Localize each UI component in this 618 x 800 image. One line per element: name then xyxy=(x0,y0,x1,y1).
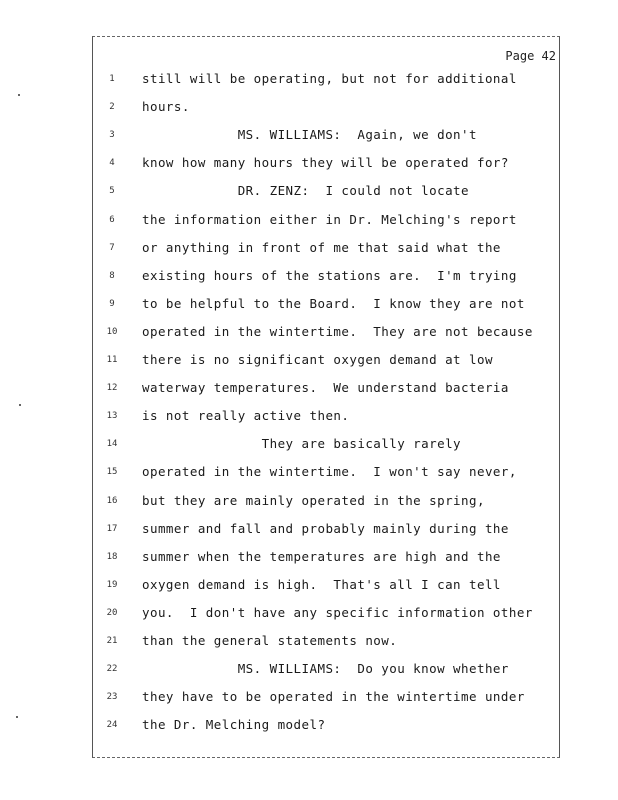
transcript-line: waterway temperatures. We understand bacteria xyxy=(142,380,509,395)
line-number: 21 xyxy=(106,636,118,646)
line-number: 18 xyxy=(106,552,118,562)
line-number: 3 xyxy=(109,130,115,140)
transcript-line: They are basically rarely xyxy=(142,436,462,451)
line-number: 9 xyxy=(109,299,115,309)
transcript-line: existing hours of the stations are. I'm trying xyxy=(142,268,517,283)
transcript-line: to be helpful to the Board. I know they are not xyxy=(142,296,525,311)
transcript-line: the information either in Dr. Melching's report xyxy=(142,212,517,227)
line-number: 19 xyxy=(106,580,118,590)
transcript-line: they have to be operated in the wintertime under xyxy=(142,689,525,704)
line-number: 4 xyxy=(109,158,115,168)
line-number: 14 xyxy=(106,439,118,449)
line-number: 22 xyxy=(106,664,118,674)
line-number: 15 xyxy=(106,467,118,477)
transcript-line: or anything in front of me that said what the xyxy=(142,240,501,255)
transcript-line: MS. WILLIAMS: Again, we don't xyxy=(142,127,477,142)
transcript-line: know how many hours they will be operated for? xyxy=(142,155,509,170)
transcript-line: operated in the wintertime. I won't say never, xyxy=(142,464,517,479)
line-number: 20 xyxy=(106,608,118,618)
line-number: 16 xyxy=(106,496,118,506)
line-number: 12 xyxy=(106,383,118,393)
transcript-line: hours. xyxy=(142,99,190,114)
transcript-line: you. I don't have any specific information other xyxy=(142,605,533,620)
transcript-line: is not really active then. xyxy=(142,408,350,423)
line-number: 13 xyxy=(106,411,118,421)
transcript-line: but they are mainly operated in the spring, xyxy=(142,493,485,508)
line-number: 17 xyxy=(106,524,118,534)
transcript-line: the Dr. Melching model? xyxy=(142,717,326,732)
line-number: 11 xyxy=(106,355,118,365)
transcript-line: summer and fall and probably mainly during the xyxy=(142,521,509,536)
page-border xyxy=(92,36,560,758)
line-number: 5 xyxy=(109,186,115,196)
scan-speck xyxy=(18,94,20,96)
transcript-line: operated in the wintertime. They are not because xyxy=(142,324,533,339)
scan-speck xyxy=(19,404,21,406)
transcript-line: DR. ZENZ: I could not locate xyxy=(142,183,470,198)
transcript-line: still will be operating, but not for additional xyxy=(142,71,517,86)
line-number: 23 xyxy=(106,692,118,702)
line-number: 1 xyxy=(109,74,115,84)
line-number: 8 xyxy=(109,271,115,281)
transcript-line: summer when the temperatures are high and the xyxy=(142,549,501,564)
line-number: 2 xyxy=(109,102,115,112)
line-number: 10 xyxy=(106,327,118,337)
scan-speck xyxy=(16,716,18,718)
transcript-line: than the general statements now. xyxy=(142,633,398,648)
page-number: Page 42 xyxy=(505,49,556,63)
transcript-line: there is no significant oxygen demand at low xyxy=(142,352,493,367)
line-number: 6 xyxy=(109,215,115,225)
transcript-line: oxygen demand is high. That's all I can tell xyxy=(142,577,501,592)
line-number: 24 xyxy=(106,720,118,730)
transcript-line: MS. WILLIAMS: Do you know whether xyxy=(142,661,509,676)
line-number: 7 xyxy=(109,243,115,253)
